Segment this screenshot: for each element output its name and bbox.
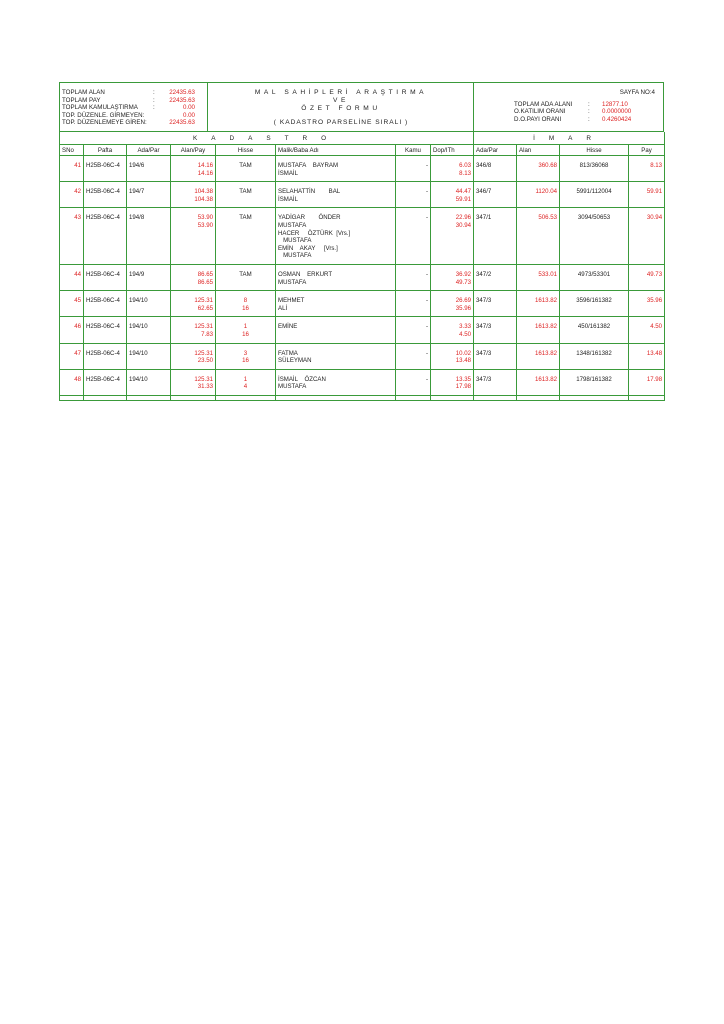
table-row	[60, 317, 665, 343]
cell-imar-pay-line: 49.73	[646, 270, 663, 278]
col-header-kamu: Kamu	[396, 145, 431, 156]
cell-alan-pay	[171, 182, 216, 208]
summary-label: TOPLAM ALAN	[62, 89, 105, 96]
cell-kamu-line: -	[425, 214, 428, 222]
table-row	[60, 369, 665, 395]
cell-malik-line: MUSTAFA	[278, 252, 312, 260]
summary-value: 22435.63	[169, 119, 195, 127]
cell-kamu	[396, 208, 431, 265]
cell-kamu	[396, 291, 431, 317]
cell-pafta-line: H25B-06C-4	[86, 270, 120, 278]
report-title	[208, 89, 474, 127]
right-info-row: O.KATILIM ORANI : 0.0000000	[474, 108, 663, 116]
cell-imar-hisse	[560, 291, 629, 317]
cell-imar-hisse-line: 1798/161382	[576, 375, 612, 383]
cell-dop-ith-line: 35.96	[455, 304, 472, 312]
cell-imar-adapar-line: 347/3	[476, 297, 492, 305]
title-line: MAL SAHİPLERİ ARAŞTIRMA	[254, 89, 428, 96]
cell-malik	[276, 291, 396, 317]
cell-pafta-line: H25B-06C-4	[86, 162, 120, 169]
cell-alan-pay-line: 31.33	[197, 383, 213, 391]
cell-malik-line: ALİ	[278, 304, 288, 312]
cell-malik-line: İSMAİL ÖZCAN	[278, 375, 326, 383]
cell-pafta	[84, 317, 127, 343]
cell-imar-adapar	[474, 264, 517, 290]
cell-dop-ith-line: 10.02	[455, 349, 472, 357]
cell-sno-line: 44	[74, 270, 81, 278]
cell-pafta	[84, 291, 127, 317]
cell-malik-line: SELAHATTİN BAL	[278, 188, 341, 196]
cell-kamu-line: -	[425, 323, 428, 331]
cell-hisse	[216, 291, 276, 317]
cell-imar-alan-line: 1613.82	[535, 349, 558, 357]
cell-imar-alan-line: 533.01	[538, 270, 558, 278]
cell-sno-line: 45	[74, 297, 81, 305]
cell-imar-adapar	[474, 156, 517, 182]
cell-kamu	[396, 369, 431, 395]
cell-imar-pay-line: 17.98	[646, 375, 663, 383]
cell-hisse-line: 16	[242, 330, 249, 338]
cell-sno-line: 42	[74, 188, 81, 196]
table-footer-row	[60, 395, 665, 400]
cell-adapar-line: 194/10	[129, 323, 148, 331]
cell-sno	[60, 317, 84, 343]
cell-adapar-line: 194/10	[129, 349, 148, 357]
cell-alan-pay	[171, 264, 216, 290]
cell-imar-pay-line: 59.91	[646, 188, 663, 196]
cell-imar-adapar	[474, 182, 517, 208]
cell-dop-ith-line: 49.73	[455, 278, 472, 286]
cell-sno	[60, 264, 84, 290]
cell-kamu-line: -	[425, 188, 428, 196]
cell-dop-ith-line: 44.47	[455, 188, 472, 196]
cell-imar-hisse-line: 3094/50653	[577, 214, 611, 222]
col-header-malik: Malik/Baba Adı	[276, 145, 396, 156]
cell-pafta	[84, 208, 127, 265]
cell-alan-pay-line: 53.90	[197, 214, 213, 222]
cell-dop-ith	[431, 156, 474, 182]
cell-imar-hisse-line: 1348/161382	[576, 349, 612, 357]
cell-alan-pay-line: 86.65	[197, 270, 213, 278]
cell-imar-hisse	[560, 343, 629, 369]
cell-alan-pay	[171, 343, 216, 369]
cell-malik-line: EMİN AKAY [Vrs.]	[278, 244, 338, 252]
cell-imar-pay	[629, 343, 665, 369]
cell-malik-line: MEHMET	[278, 297, 305, 305]
cell-hisse-line: TAM	[239, 162, 252, 169]
col-header-dop: Dop/ITh	[431, 145, 474, 156]
cell-sno	[60, 208, 84, 265]
cell-malik	[276, 343, 396, 369]
cell-dop-ith-line: 22.96	[455, 214, 472, 222]
cell-malik-line: MUSTAFA	[278, 278, 307, 286]
cell-imar-adapar	[474, 317, 517, 343]
cell-malik	[276, 369, 396, 395]
cell-hisse-line: TAM	[239, 214, 252, 222]
cell-pafta-line: H25B-06C-4	[86, 349, 120, 357]
cell-imar-alan	[517, 264, 560, 290]
cell-malik-line: EMİNE	[278, 323, 298, 331]
cell-sno	[60, 369, 84, 395]
imar-section-title: İMAR	[474, 132, 665, 145]
cell-hisse-line: 1	[243, 375, 248, 383]
cell-sno	[60, 291, 84, 317]
cell-alan-pay	[171, 291, 216, 317]
cell-kamu-line: -	[425, 297, 428, 305]
cell-imar-adapar	[474, 208, 517, 265]
cell-imar-hisse	[560, 156, 629, 182]
right-info-value: 12877.10	[602, 100, 628, 108]
table-row	[60, 343, 665, 369]
cell-kamu-line: -	[425, 270, 428, 278]
cell-imar-pay	[629, 291, 665, 317]
cell-pafta	[84, 343, 127, 369]
cell-malik	[276, 208, 396, 265]
summary-row: TOPLAM PAY : 22435.63	[62, 96, 195, 104]
cell-imar-adapar	[474, 369, 517, 395]
cell-alan-pay-line: 125.31	[194, 323, 213, 331]
cell-malik-line: MUSTAFA BAYRAM	[278, 162, 339, 169]
cell-imar-hisse	[560, 317, 629, 343]
cell-imar-alan-line: 1613.82	[535, 323, 558, 331]
cell-hisse-line: TAM	[239, 270, 252, 278]
cell-alan-pay-line: 23.50	[197, 357, 213, 365]
cell-kamu	[396, 182, 431, 208]
cell-malik-line: MUSTAFA	[278, 383, 307, 391]
table-body	[60, 156, 665, 396]
cell-sno	[60, 182, 84, 208]
table-row	[60, 291, 665, 317]
cell-imar-adapar	[474, 291, 517, 317]
cell-dop-ith-line: 6.03	[459, 162, 472, 169]
cell-imar-pay	[629, 208, 665, 265]
cell-adapar	[127, 182, 171, 208]
cell-imar-hisse	[560, 369, 629, 395]
cell-adapar	[127, 291, 171, 317]
cell-malik	[276, 317, 396, 343]
cell-imar-pay	[629, 369, 665, 395]
cell-sno-line: 46	[74, 323, 81, 331]
cell-sno	[60, 156, 84, 182]
cell-alan-pay-line: 125.31	[194, 375, 213, 383]
cell-dop-ith-line: 30.94	[455, 221, 472, 229]
cell-imar-alan-line: 360.68	[538, 162, 558, 169]
cell-adapar	[127, 208, 171, 265]
col-header-sno: SNo	[60, 145, 84, 156]
cell-imar-hisse-line: 813/36068	[579, 162, 609, 169]
cell-sno-line: 48	[74, 375, 81, 383]
cell-adapar-line: 194/9	[129, 270, 145, 278]
cell-kamu-line: -	[425, 162, 428, 169]
right-info-row: TOPLAM ADA ALANI : 12877.10	[474, 101, 663, 109]
cell-alan-pay-line: 62.65	[197, 304, 213, 312]
cell-dop-ith	[431, 369, 474, 395]
cell-imar-alan	[517, 291, 560, 317]
cell-imar-pay	[629, 264, 665, 290]
cell-kamu-line: -	[425, 375, 428, 383]
col-header-hisse: Hisse	[216, 145, 276, 156]
cell-dop-ith-line: 59.91	[455, 195, 472, 203]
cell-imar-adapar-line: 347/2	[476, 270, 492, 278]
summary-label: TOPLAM KAMULAŞTIRMA	[62, 104, 138, 112]
cell-malik-line: MUSTAFA	[278, 221, 307, 229]
cell-adapar-line: 194/7	[129, 188, 145, 196]
cell-dop-ith	[431, 264, 474, 290]
cell-imar-pay-line: 8.13	[650, 162, 663, 169]
cell-kamu	[396, 317, 431, 343]
cell-dop-ith	[431, 182, 474, 208]
cell-adapar-line: 194/10	[129, 375, 148, 383]
cell-adapar	[127, 264, 171, 290]
table-row	[60, 208, 665, 265]
col-header-imar-pay: Pay	[629, 145, 665, 156]
right-info-block	[474, 89, 663, 123]
summary-label: TOP. DÜZENLEMEYE GİREN:	[62, 119, 147, 127]
cell-malik-line: HACER ÖZTÜRK [Vrs.]	[278, 229, 351, 237]
cell-imar-alan	[517, 156, 560, 182]
summary-row: TOPLAM ALAN : 22435.63	[62, 89, 195, 96]
cell-imar-hisse-line: 3596/161382	[576, 297, 612, 305]
cell-imar-hisse-line: 5991/112004	[576, 188, 612, 196]
cell-imar-alan	[517, 369, 560, 395]
cell-alan-pay-line: 86.65	[197, 278, 213, 286]
cell-imar-adapar-line: 347/3	[476, 323, 492, 331]
cell-malik-line: İSMAİL	[278, 169, 298, 177]
table-row	[60, 264, 665, 290]
cell-alan-pay-line: 14.16	[197, 162, 213, 169]
summary-block	[62, 89, 195, 127]
summary-value: 22435.63	[169, 96, 195, 104]
cell-adapar	[127, 156, 171, 182]
cell-imar-alan	[517, 208, 560, 265]
cell-hisse-line: 16	[242, 304, 249, 312]
cell-adapar	[127, 369, 171, 395]
cell-hisse-line: TAM	[239, 188, 252, 196]
cell-imar-adapar-line: 347/3	[476, 375, 492, 383]
cell-alan-pay-line: 7.83	[201, 330, 213, 338]
right-info-label: D.O.PAYI ORANI	[514, 115, 562, 123]
cell-pafta-line: H25B-06C-4	[86, 297, 120, 305]
col-header-imar-adapar: Ada/Par	[474, 145, 517, 156]
report-header	[59, 82, 664, 132]
cell-kamu	[396, 264, 431, 290]
cell-hisse	[216, 208, 276, 265]
cell-dop-ith-line: 13.48	[455, 357, 472, 365]
cell-hisse-line: 8	[243, 297, 248, 305]
cell-alan-pay-line: 125.31	[194, 349, 213, 357]
cell-hisse	[216, 156, 276, 182]
page-number: SAYFA NO:4	[619, 89, 655, 96]
cell-imar-hisse-line: 4973/53301	[577, 270, 611, 278]
cell-hisse	[216, 369, 276, 395]
summary-label: TOPLAM PAY	[62, 96, 101, 104]
summary-value: 0.00	[182, 104, 195, 112]
cell-kamu-line: -	[425, 349, 428, 357]
cell-alan-pay-line: 104.38	[194, 188, 213, 196]
cell-hisse	[216, 264, 276, 290]
cell-alan-pay	[171, 208, 216, 265]
cell-alan-pay-line: 104.38	[194, 195, 213, 203]
col-header-pafta: Pafta	[84, 145, 127, 156]
cell-dop-ith	[431, 317, 474, 343]
cell-imar-adapar-line: 347/3	[476, 349, 492, 357]
summary-row	[62, 112, 195, 120]
cell-imar-alan	[517, 182, 560, 208]
cell-imar-adapar-line: 346/7	[476, 188, 492, 196]
right-info-label: O.KATILIM ORANI	[514, 108, 566, 116]
cell-imar-alan	[517, 343, 560, 369]
cell-adapar-line: 194/8	[129, 214, 145, 222]
cell-hisse-line: 4	[243, 383, 248, 391]
cell-imar-hisse	[560, 264, 629, 290]
cell-pafta-line: H25B-06C-4	[86, 323, 120, 331]
cell-malik-line: YADİGAR ÖNDER	[278, 214, 341, 222]
parcel-table	[59, 132, 665, 401]
cell-imar-alan-line: 506.53	[538, 214, 558, 222]
cell-imar-pay-line: 30.94	[646, 214, 663, 222]
cell-kamu	[396, 156, 431, 182]
cell-malik	[276, 182, 396, 208]
cell-alan-pay	[171, 369, 216, 395]
right-info-row: D.O.PAYI ORANI : 0.4260424	[474, 116, 663, 124]
cell-malik-line: OSMAN ERKURT	[278, 270, 333, 278]
cell-malik-line: İSMAİL	[278, 195, 298, 203]
cell-dop-ith	[431, 343, 474, 369]
cell-kamu	[396, 343, 431, 369]
cell-dop-ith-line: 4.50	[459, 330, 472, 338]
cell-imar-hisse-line: 450/161382	[577, 323, 611, 331]
cell-imar-alan-line: 1120.04	[535, 188, 558, 196]
cell-alan-pay	[171, 317, 216, 343]
cell-imar-pay-line: 35.96	[646, 297, 663, 305]
cell-adapar-line: 194/6	[129, 162, 145, 169]
cell-imar-pay	[629, 317, 665, 343]
cell-alan-pay-line: 125.31	[194, 297, 213, 305]
cell-imar-alan-line: 1613.82	[535, 375, 558, 383]
cell-sno-line: 41	[74, 162, 81, 169]
col-header-alanpay: Alan/Pay	[171, 145, 216, 156]
cell-malik-line: SÜLEYMAN	[278, 357, 312, 365]
right-info-label: TOPLAM ADA ALANI	[514, 100, 573, 108]
cell-dop-ith	[431, 291, 474, 317]
cell-imar-alan	[517, 317, 560, 343]
col-header-imar-hisse: Hisse	[560, 145, 629, 156]
cell-hisse-line: 3	[243, 349, 248, 357]
cell-imar-adapar	[474, 343, 517, 369]
cell-dop-ith-line: 8.13	[459, 169, 472, 177]
cell-sno-line: 47	[74, 349, 81, 357]
cell-imar-hisse	[560, 182, 629, 208]
cell-pafta	[84, 369, 127, 395]
cell-hisse-line: 16	[242, 357, 249, 365]
cell-alan-pay-line: 14.16	[197, 169, 213, 177]
cell-adapar	[127, 317, 171, 343]
cell-imar-hisse	[560, 208, 629, 265]
cell-dop-ith-line: 13.35	[455, 375, 472, 383]
cell-pafta	[84, 264, 127, 290]
cell-imar-pay-line: 4.50	[650, 323, 663, 331]
cell-pafta-line: H25B-06C-4	[86, 375, 120, 383]
cell-alan-pay	[171, 156, 216, 182]
cell-pafta-line: H25B-06C-4	[86, 188, 120, 196]
cell-imar-adapar-line: 346/8	[476, 162, 492, 169]
cell-pafta	[84, 156, 127, 182]
cell-dop-ith	[431, 208, 474, 265]
cell-adapar-line: 194/10	[129, 297, 148, 305]
title-line: VE	[333, 97, 349, 105]
cell-imar-pay	[629, 156, 665, 182]
summary-row: TOPLAM KAMULAŞTIRMA : 0.00	[62, 104, 195, 112]
cell-sno-line: 43	[74, 214, 81, 222]
summary-value: 22435.63	[169, 89, 195, 96]
cell-sno	[60, 343, 84, 369]
summary-value: 0.00	[182, 111, 195, 119]
kadastro-section-title: KADASTRO	[60, 132, 474, 145]
cell-hisse	[216, 317, 276, 343]
cell-hisse-line: 1	[243, 323, 248, 331]
column-header-row	[60, 145, 665, 156]
cell-dop-ith-line: 3.33	[459, 323, 472, 331]
cell-pafta	[84, 182, 127, 208]
cell-malik-line: FATMA	[278, 349, 298, 357]
cell-malik	[276, 156, 396, 182]
cell-dop-ith-line: 36.92	[455, 270, 472, 278]
cell-dop-ith-line: 17.98	[455, 383, 472, 391]
cell-imar-alan-line: 1613.82	[535, 297, 558, 305]
report-sheet	[59, 82, 664, 401]
summary-row	[62, 119, 195, 127]
cell-adapar	[127, 343, 171, 369]
section-header-row	[60, 132, 665, 145]
title-subline: ( KADASTRO PARSELİNE SIRALI )	[273, 118, 409, 126]
cell-imar-adapar-line: 347/1	[476, 214, 492, 222]
cell-hisse	[216, 182, 276, 208]
col-header-imar-alan: Alan	[517, 145, 560, 156]
cell-malik-line: MUSTAFA	[278, 237, 312, 245]
cell-hisse	[216, 343, 276, 369]
cell-alan-pay-line: 53.90	[197, 221, 213, 229]
right-info-value: 0.0000000	[602, 108, 632, 116]
col-header-adapar: Ada/Par	[127, 145, 171, 156]
cell-dop-ith-line: 26.69	[455, 297, 472, 305]
summary-label: TOP. DÜZENLE. GİRMEYEN:	[62, 111, 145, 119]
cell-imar-pay	[629, 182, 665, 208]
cell-malik	[276, 264, 396, 290]
table-row	[60, 182, 665, 208]
cell-pafta-line: H25B-06C-4	[86, 214, 120, 222]
table-row	[60, 156, 665, 182]
right-info-value: 0.4260424	[602, 115, 632, 123]
cell-imar-pay-line: 13.48	[646, 349, 663, 357]
title-line: ÖZET FORMU	[301, 105, 381, 113]
